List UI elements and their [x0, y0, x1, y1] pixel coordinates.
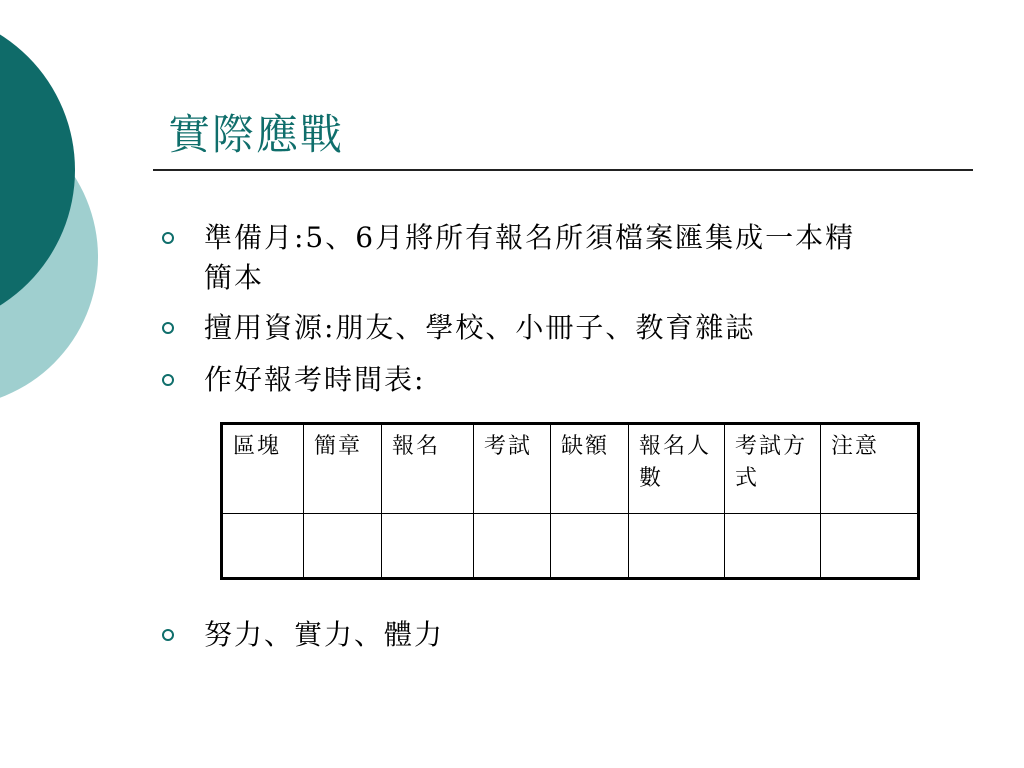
bullet-circle-icon: [162, 374, 174, 386]
title-divider: [153, 169, 973, 171]
table-cell: [629, 514, 725, 579]
table-header-cell: 區塊: [222, 424, 304, 514]
table-header-cell: 注意: [821, 424, 919, 514]
bullet-circle-icon: [162, 629, 174, 641]
table-header-cell: 報名: [382, 424, 474, 514]
bullet-item-schedule: 作好報考時間表:: [162, 360, 882, 400]
table-cell: [821, 514, 919, 579]
table-cell: [222, 514, 304, 579]
table-cell: [304, 514, 382, 579]
bullet-circle-icon: [162, 232, 174, 244]
table-header-cell: 缺額: [551, 424, 629, 514]
bullet-item-effort: 努力、實力、體力: [162, 615, 882, 655]
table-header-row: [222, 424, 919, 514]
bullet-item-prep-month: 準備月:5、6月將所有報名所須檔案匯集成一本精簡本: [162, 218, 882, 298]
slide-title: 實際應戰: [168, 110, 345, 159]
bullet-circle-icon: [162, 322, 174, 334]
exam-schedule-table: [220, 422, 920, 580]
table-row: [222, 514, 919, 579]
table-header-cell: 報名人數: [629, 424, 725, 514]
table-cell: [725, 514, 821, 579]
bullet-item-resources: 擅用資源:朋友、學校、小冊子、教育雜誌: [162, 308, 882, 348]
table-cell: [551, 514, 629, 579]
table-header-cell: 考試方式: [725, 424, 821, 514]
table-header-cell: 考試: [474, 424, 551, 514]
table-cell: [474, 514, 551, 579]
table-cell: [382, 514, 474, 579]
table-header-cell: 簡章: [304, 424, 382, 514]
